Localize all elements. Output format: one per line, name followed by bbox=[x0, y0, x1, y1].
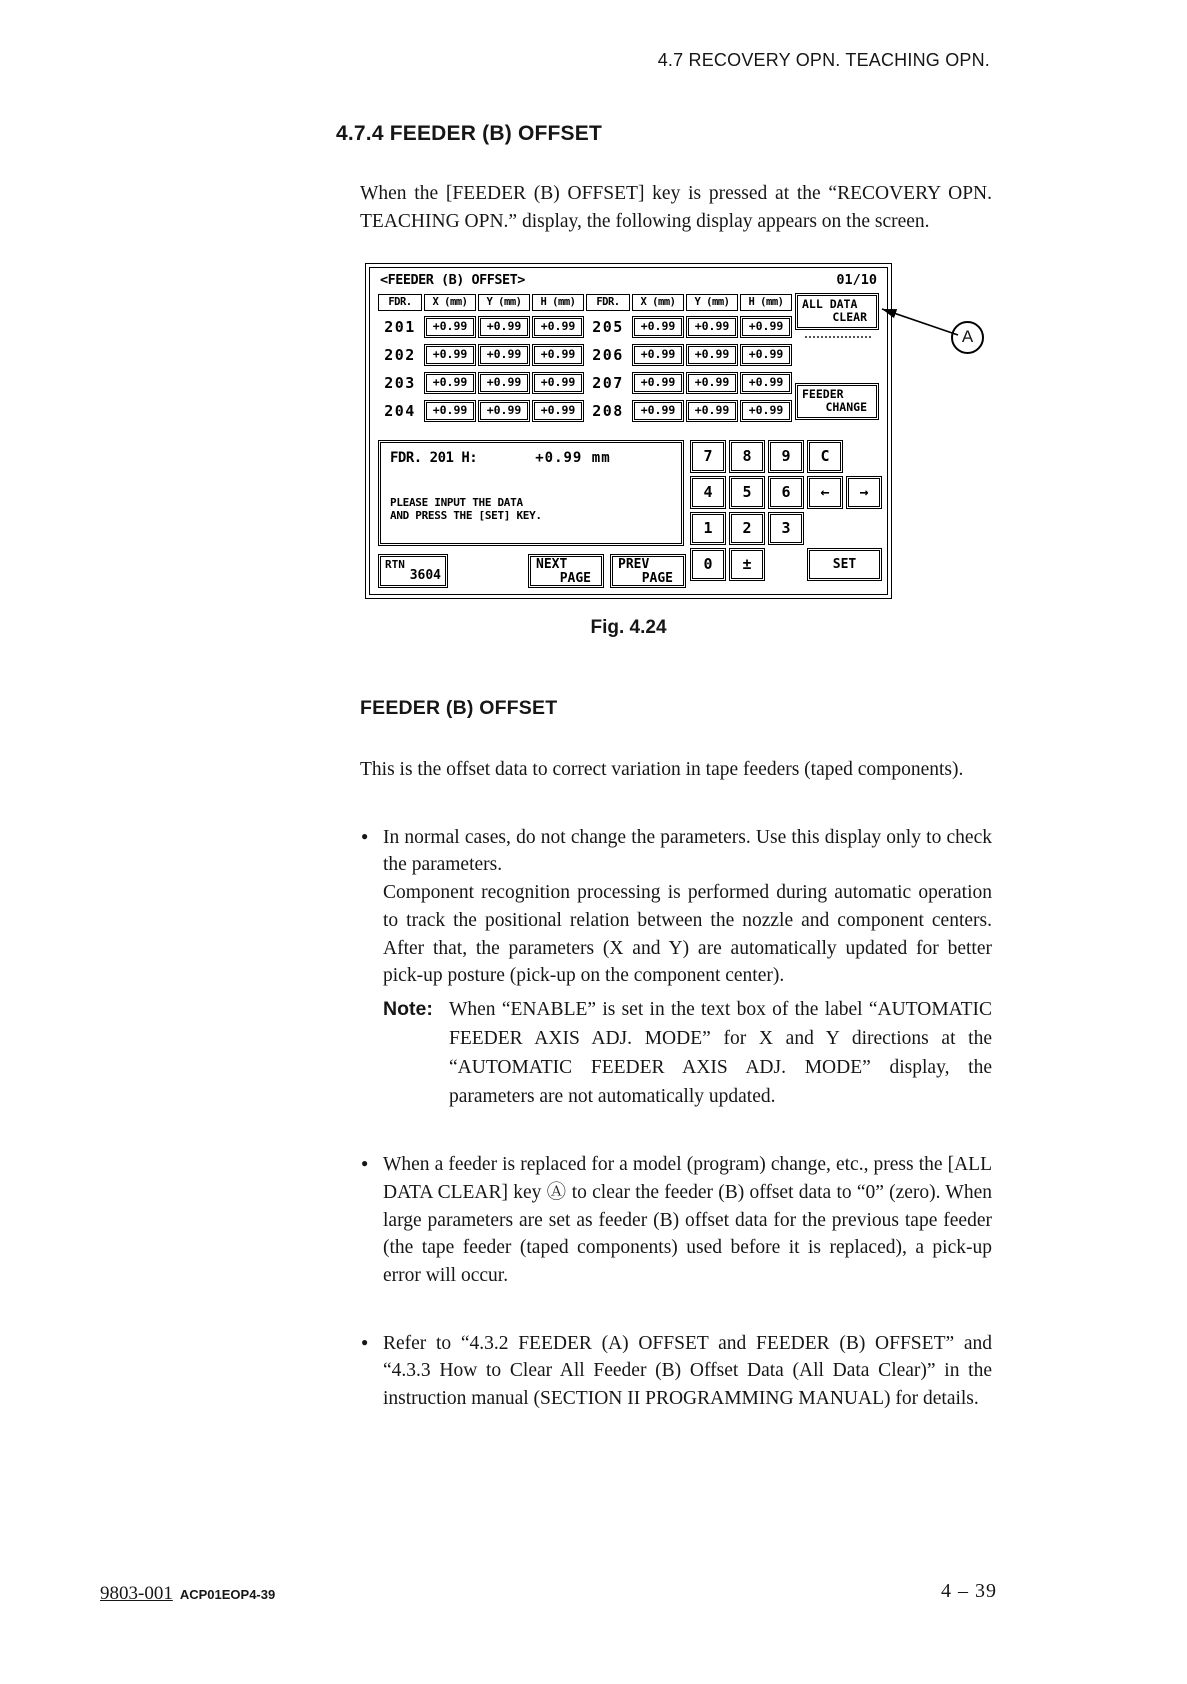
bullet1-paragraph-1: ● In normal cases, do not change the parameters. Use this display only to check the parameters. bbox=[383, 826, 992, 876]
offset-value-cell[interactable]: +0.99 bbox=[478, 372, 530, 394]
key-4[interactable]: 4 bbox=[690, 476, 726, 509]
key-plus-minus[interactable]: ± bbox=[729, 548, 765, 581]
col-header-x: X (mm) bbox=[424, 294, 476, 311]
offset-table bbox=[378, 293, 792, 424]
offset-value-cell[interactable]: +0.99 bbox=[686, 400, 738, 422]
offset-value-cell[interactable]: +0.99 bbox=[740, 316, 792, 338]
rtn-code: 3604 bbox=[409, 567, 441, 583]
bullet1-paragraph-2: Component recognition processing is performed during automatic operation to track the positional relation between the nozzle and component centers. After that, the parameters (X and Y) are automatically updated for better pick-up posture (pick-up on the component center). bbox=[383, 882, 992, 987]
key-clear[interactable]: C bbox=[807, 440, 843, 473]
offset-value-cell[interactable]: +0.99 bbox=[478, 344, 530, 366]
bullet-item-3: ● Refer to “4.3.2 FEEDER (A) OFFSET and FEEDER (B) OFFSET” and “4.3.3 How to Clear All Feeder (B) Offset Data (All Data Clear)” in the instruction manual (SECTION II PROGRAMMING MANUAL) for details. bbox=[360, 1330, 992, 1413]
offset-value-cell[interactable]: +0.99 bbox=[740, 372, 792, 394]
figure-caption: Fig. 4.24 bbox=[590, 616, 667, 638]
key-7[interactable]: 7 bbox=[690, 440, 726, 473]
feeder-change-label-1: FEEDER bbox=[802, 386, 844, 401]
screen-title: <FEEDER (B) OFFSET> bbox=[380, 271, 525, 288]
offset-value-cell[interactable]: +0.99 bbox=[424, 372, 476, 394]
cursor-dash-indicator bbox=[805, 336, 871, 338]
key-8[interactable]: 8 bbox=[729, 440, 765, 473]
offset-value-cell[interactable]: +0.99 bbox=[424, 344, 476, 366]
intro-paragraph: When the [FEEDER (B) OFFSET] key is pressed at the “RECOVERY OPN. TEACHING OPN.” display, the following display appears on the screen. bbox=[360, 183, 992, 233]
key-set[interactable]: SET bbox=[807, 548, 882, 581]
all-data-clear-label-1: ALL DATA bbox=[802, 296, 858, 311]
input-prompt-message: PLEASE INPUT THE DATA AND PRESS THE [SET] KEY. bbox=[390, 496, 542, 523]
input-status-box bbox=[378, 440, 684, 546]
doc-number: 9803-001 bbox=[100, 1583, 173, 1604]
offset-value-cell[interactable]: +0.99 bbox=[424, 400, 476, 422]
numeric-keypad bbox=[690, 440, 882, 581]
section-title: 4.7.4 FEEDER (B) OFFSET bbox=[336, 122, 602, 145]
feeder-number: 201 bbox=[384, 317, 416, 336]
main-column bbox=[336, 122, 996, 1413]
bullet-item-2: ● When a feeder is replaced for a model (program) change, etc., press the [ALL DATA CLEAR] key Ⓐ to clear the feeder (B) offset data to “0” (zero). When large parameters are set as feeder (B) offset data for the previous tape feeder (the tape feeder (taped components) used before it is replaced), a pick-up error will occur. bbox=[360, 1151, 992, 1289]
annotation-circle-a: A bbox=[951, 321, 984, 354]
offset-value-cell[interactable]: +0.99 bbox=[632, 372, 684, 394]
offset-value-cell[interactable]: +0.99 bbox=[686, 372, 738, 394]
feeder-number: 208 bbox=[592, 401, 624, 420]
bullet-item-1 bbox=[360, 824, 992, 1112]
col-header-h: H (mm) bbox=[532, 294, 584, 311]
running-header: 4.7 RECOVERY OPN. TEACHING OPN. bbox=[657, 50, 990, 70]
all-data-clear-label-2: CLEAR bbox=[832, 310, 867, 325]
subsection-title: FEEDER (B) OFFSET bbox=[360, 696, 558, 719]
offset-value-cell[interactable]: +0.99 bbox=[532, 316, 584, 338]
offset-value-cell[interactable]: +0.99 bbox=[740, 344, 792, 366]
status-field-value: +0.99 mm bbox=[535, 449, 611, 466]
offset-value-cell[interactable]: +0.99 bbox=[632, 344, 684, 366]
feeder-change-label-2: CHANGE bbox=[825, 400, 867, 415]
key-5[interactable]: 5 bbox=[729, 476, 765, 509]
col-header-y: Y (mm) bbox=[686, 294, 738, 311]
next-page-button[interactable]: NEXT PAGE bbox=[528, 554, 604, 588]
col-header-h: H (mm) bbox=[740, 294, 792, 311]
all-data-clear-button[interactable] bbox=[795, 293, 879, 330]
offset-value-cell[interactable]: +0.99 bbox=[478, 400, 530, 422]
feeder-number: 206 bbox=[592, 345, 624, 364]
feeder-number: 204 bbox=[384, 401, 416, 420]
offset-value-cell[interactable]: +0.99 bbox=[632, 316, 684, 338]
feeder-number: 203 bbox=[384, 373, 416, 392]
footer-left bbox=[100, 1583, 275, 1605]
col-header-fdr: FDR. bbox=[378, 294, 422, 311]
note-text: When “ENABLE” is set in the text box of the label “AUTOMATIC FEEDER AXIS ADJ. MODE” for X and Y directions at the “AUTOMATIC FEEDER AXIS ADJ. MODE” display, the parameters are not automatically updated. bbox=[449, 998, 992, 1107]
page-indicator: 01/10 bbox=[836, 271, 877, 288]
doc-code: ACP01EOP4-39 bbox=[179, 1587, 276, 1602]
rtn-label: RTN bbox=[385, 557, 405, 571]
key-1[interactable]: 1 bbox=[690, 512, 726, 545]
col-header-y: Y (mm) bbox=[478, 294, 530, 311]
status-field-label: FDR. 201 H: bbox=[390, 449, 478, 466]
key-arrow-left[interactable]: ← bbox=[807, 476, 843, 509]
page-number: 4 – 39 bbox=[941, 1580, 997, 1602]
offset-value-cell[interactable]: +0.99 bbox=[532, 372, 584, 394]
offset-value-cell[interactable]: +0.99 bbox=[532, 400, 584, 422]
key-0[interactable]: 0 bbox=[690, 548, 726, 581]
key-6[interactable]: 6 bbox=[768, 476, 804, 509]
note-block bbox=[383, 996, 992, 1111]
rtn-button[interactable] bbox=[378, 554, 448, 588]
key-2[interactable]: 2 bbox=[729, 512, 765, 545]
body-paragraph: This is the offset data to correct variation in tape feeders (taped components). bbox=[360, 758, 964, 780]
offset-value-cell[interactable]: +0.99 bbox=[478, 316, 530, 338]
key-arrow-right[interactable]: → bbox=[846, 476, 882, 509]
prev-page-button[interactable]: PREV PAGE bbox=[610, 554, 686, 588]
feeder-number: 207 bbox=[592, 373, 624, 392]
offset-value-cell[interactable]: +0.99 bbox=[740, 400, 792, 422]
col-header-x: X (mm) bbox=[632, 294, 684, 311]
col-header-fdr: FDR. bbox=[586, 294, 630, 311]
offset-value-cell[interactable]: +0.99 bbox=[532, 344, 584, 366]
feeder-change-button[interactable] bbox=[795, 383, 879, 420]
offset-value-cell[interactable]: +0.99 bbox=[686, 316, 738, 338]
note-label: Note: bbox=[383, 997, 433, 1020]
figure-4-24 bbox=[365, 263, 974, 599]
key-3[interactable]: 3 bbox=[768, 512, 804, 545]
machine-screen bbox=[369, 267, 888, 595]
feeder-number: 205 bbox=[592, 317, 624, 336]
feeder-number: 202 bbox=[384, 345, 416, 364]
key-9[interactable]: 9 bbox=[768, 440, 804, 473]
offset-value-cell[interactable]: +0.99 bbox=[632, 400, 684, 422]
offset-value-cell[interactable]: +0.99 bbox=[424, 316, 476, 338]
machine-screen-bezel bbox=[365, 263, 892, 599]
offset-value-cell[interactable]: +0.99 bbox=[686, 344, 738, 366]
